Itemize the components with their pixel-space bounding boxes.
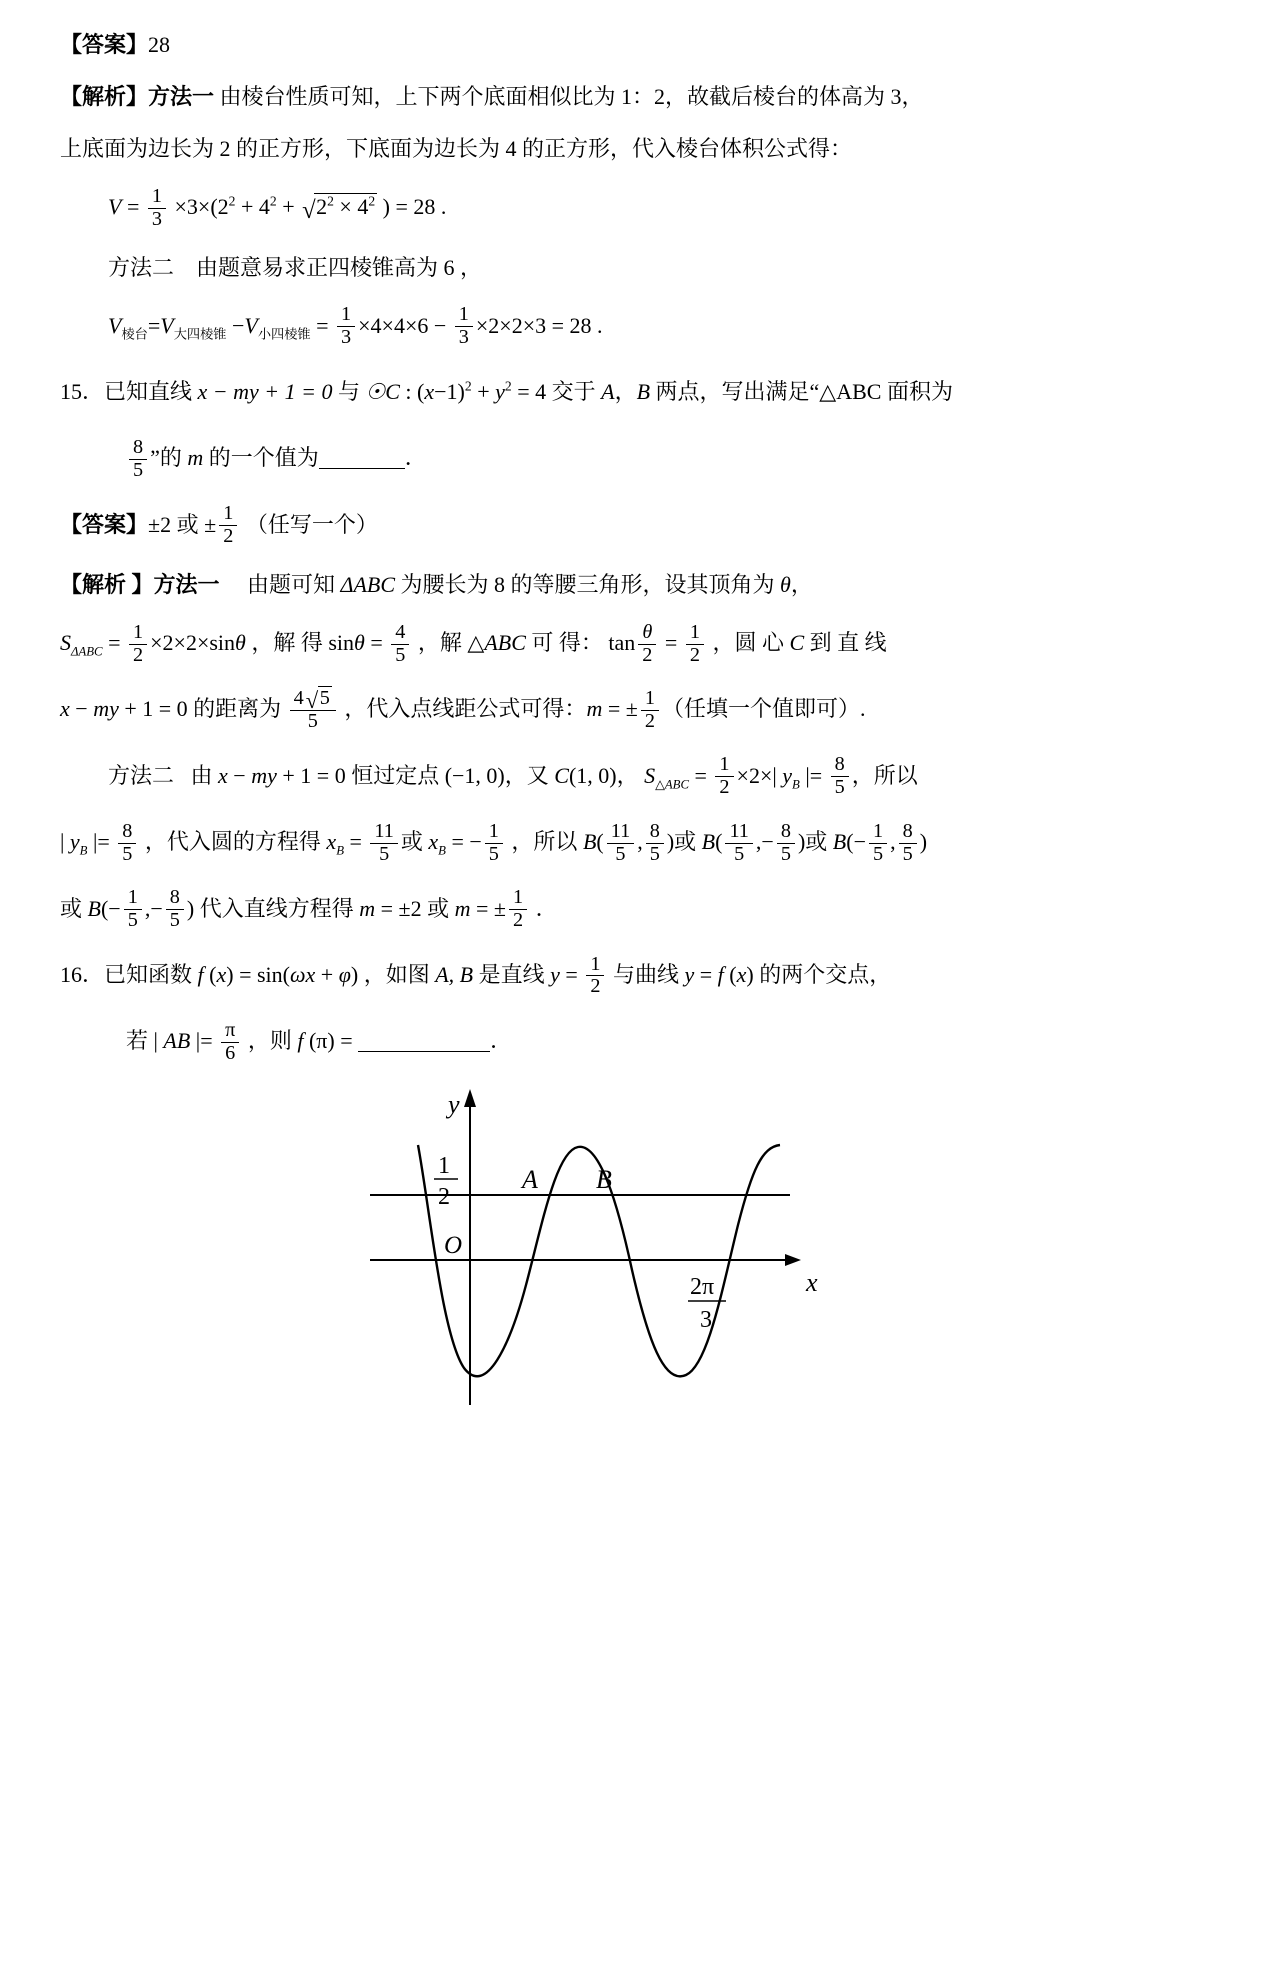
answer-value: 28: [148, 32, 171, 57]
solution-14-method-2-line: [60, 251, 1130, 285]
question-16-points: A, B: [435, 961, 474, 987]
question-15-text-f: 的一个值为: [208, 445, 319, 471]
x-axis-arrow: [785, 1254, 801, 1266]
solution-label: 【解析】: [60, 84, 149, 110]
solution-15-formula-line-2: x − my + 1 = 0 的距离为 4 √ 5 5 ，代入点线距公式可得：m = ± $\frac{1}{2}$ （任填一个值即可）.: [60, 687, 866, 732]
solution-15-triangle: ΔABC: [340, 572, 396, 597]
question-16-text-1: 已知函数: [104, 961, 193, 987]
answer-15-frac-den: 2: [219, 525, 237, 548]
question-15-text-e: ”的: [150, 445, 182, 471]
question-15-line-2: [60, 435, 1130, 481]
solution-15-len: 8: [494, 572, 506, 597]
x-axis-label: x: [806, 1267, 818, 1297]
question-16-number: 16．: [60, 961, 105, 987]
solution-15-method-2: 方法二: [108, 762, 175, 788]
solution-15-text-3: 的等腰三角形，设其顶角为: [510, 572, 775, 597]
y-axis-label: y: [448, 1089, 460, 1119]
solution-15-label-line: [60, 568, 1130, 602]
question-16-text-4: 与曲线: [612, 961, 679, 987]
solution-15-formula-line-3: | $y_B$ |= $\frac{8}{5}$ ，代入圆的方程得 $x_B$ = $\frac{11}{5}$ 或 $x_B$ = − $\frac{1}{5}$ ，所以 B( $\frac{11}{5}$ , $\frac{8}{5}$ )或 B( $\frac{11}{5}$ ,− $\frac{8}{5}$ )或 B(− $\frac{1}{5}$ , $\frac{8}{5}$ ): [60, 819, 928, 865]
solution-15-comma: ，: [790, 572, 813, 597]
answer-15-line: [60, 502, 1130, 548]
question-16-line-2: 若 | AB |= $\frac{\pi}{6}$ ，则 f (π) = ．: [126, 1018, 513, 1064]
solution-14-text-3: 由题意易求正四棱锥高为 6 ，: [196, 254, 483, 280]
question-15-point-a: A: [601, 379, 615, 405]
answer-15-value-1: ±2: [148, 511, 172, 537]
question-15-eq-1: x − my + 1 = 0: [197, 379, 333, 405]
question-15-line-1: 15．已知直线 x − my + 1 = 0 与 ☉C : $(x-1)^2 + y^2 = 4$ 交于 A，B 两点，写出满足“△ABC 面积为: [60, 378, 953, 405]
question-16-line-1: 16．已知函数 f (x) = sin(ωx + φ) ，如图 A, B 是直线 y = $\frac{1}{2}$ 与曲线 y = f (x) 的两个交点，: [60, 952, 892, 998]
solution-15-text-1: 由题可知: [247, 572, 336, 597]
method-two-label: 方法二: [108, 254, 175, 280]
formula-14-volume: V = $\frac{1}{3}$ $\times 3\times(2^2 + 4^2$ + √ $2^2 \times 4^2$ ) = 28 .: [108, 184, 447, 230]
answer-15-or: 或: [176, 511, 199, 537]
question-15-text-c: 交于: [551, 379, 596, 405]
answer-15-frac-num: 1: [223, 502, 234, 525]
question-15-text-d: 两点，写出满足“△ABC 面积为: [655, 379, 953, 405]
question-16-text-5: 的两个交点，: [759, 961, 892, 987]
question-15-var-m: m: [187, 445, 204, 471]
question-15-point-b: B: [636, 379, 651, 405]
half-numerator: 1: [438, 1152, 450, 1179]
question-15-answer-blank[interactable]: [319, 446, 405, 469]
question-15-comma: ，: [614, 379, 637, 405]
y-axis-arrow: [464, 1089, 476, 1107]
figure-sine-curve: [60, 1085, 1130, 1415]
point-a-label: A: [522, 1164, 538, 1194]
solution-15-method-2-line: 方法二 由 x − my + 1 = 0 恒过定点 (−1, 0)，又 C(1, 0)， $S_{\triangle ABC}$ = $\frac{1}{2}$ ×2×| $y_B$ |= $\frac{8}{5}$ ，所以: [108, 753, 918, 799]
question-15-text-g: ．: [404, 445, 427, 471]
answer-14-line: [60, 28, 1130, 62]
question-16-answer-blank[interactable]: [358, 1029, 490, 1052]
solution-15-formula-line-1: $S_{\Delta ABC}$ = $\frac{1}{2}$ ×2×2×sinθ ，解 得 sinθ = $\frac{4}{5}$ ，解 △ABC 可 得： tan $\frac{\theta}{2}$ = $\frac{1}{2}$ ，圆 心 C 到 直 线: [60, 620, 887, 666]
point-b-label: B: [596, 1164, 612, 1194]
solution-14-label-line: [60, 80, 1130, 114]
answer-label: 【答案】: [60, 32, 149, 57]
solution-14-text-2-line: [60, 132, 1130, 166]
solution-15-text-2: 为腰长为: [400, 572, 489, 597]
solution-15-theta: θ: [780, 572, 791, 597]
method-one-label: 方法一: [148, 84, 215, 110]
q15-frac-den: 5: [129, 459, 147, 482]
answer-15-note: （任写一个）: [245, 511, 378, 537]
origin-label: O: [444, 1231, 463, 1259]
question-16-text-2: ，如图: [363, 961, 430, 987]
question-15-text-b: 与: [338, 379, 361, 405]
question-15-text-a: 已知直线: [104, 379, 193, 405]
half-denominator: 2: [438, 1183, 450, 1210]
sine-figure-svg: [360, 1085, 830, 1415]
question-16-text-3: 是直线: [478, 961, 545, 987]
solution-15-label: 【解析 】: [60, 572, 154, 597]
answer-15-pm: ±: [204, 511, 217, 537]
q15-frac-num: 8: [133, 435, 144, 458]
tick-numerator: 2π: [690, 1273, 715, 1300]
answer-15-label: 【答案】: [60, 511, 149, 537]
solution-15-formula-line-4: 或 B(− $\frac{1}{5}$ ,− $\frac{8}{5}$ ) 代入直线方程得 m = ±2 或 m = ± $\frac{1}{2}$ ．: [60, 886, 558, 932]
solution-15-method-1: 方法一: [153, 572, 220, 597]
solution-14-text-2: 上底面为边长为 2 的正方形，下底面为边长为 4 的正方形，代入棱台体积公式得：: [60, 136, 853, 162]
tick-denominator: 3: [700, 1306, 712, 1333]
question-15-number: 15．: [60, 379, 105, 405]
solution-14-text-1: 由棱台性质可知，上下两个底面相似比为 1：2，故截后棱台的体高为 3，: [219, 84, 924, 110]
formula-14-volume-2: $V_{棱台}=V_{大四棱锥} -V_{小四棱锥}$ = $\frac{1}{3}$ ×4×4×6 − $\frac{1}{3}$ ×2×2×3 = 28 .: [108, 303, 603, 349]
